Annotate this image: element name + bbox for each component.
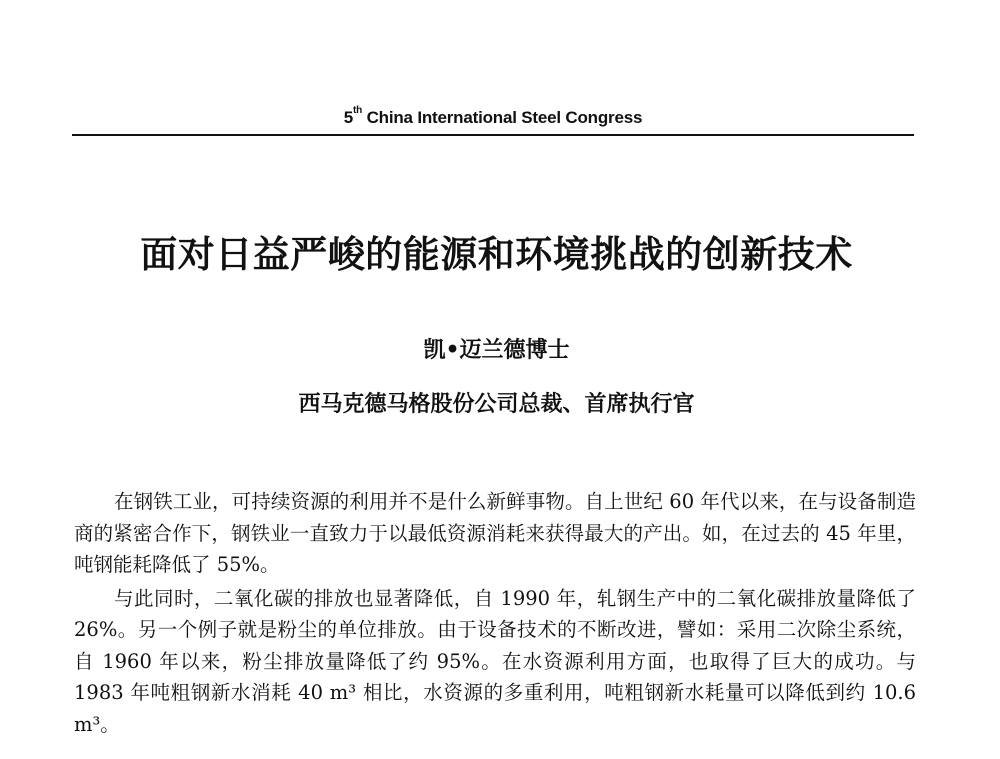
conference-number: 5 — [343, 108, 354, 127]
author-affiliation: 西马克德马格股份公司总裁、首席执行官 — [298, 391, 695, 417]
header-divider — [72, 134, 914, 136]
paper-title: 面对日益严峻的能源和环境挑战的创新技术 — [140, 233, 853, 276]
body-paragraph: 在钢铁工业，可持续资源的利用并不是什么新鲜事物。自上世纪 60 年代以来，在与设备制造商的紧密合作下，钢铁业一直致力于以最低资源消耗来获得最大的产出。如，在过去的 45 年里，吨钢能耗降低了 55%。 — [74, 490, 916, 576]
paper-body — [74, 486, 916, 742]
body-paragraph: 与此同时，二氧化碳的排放也显著降低，自 1990 年，轧钢生产中的二氧化碳排放量降低了 26%。另一个例子就是粉尘的单位排放。由于设备技术的不断改进，譬如：采用二次除尘系统，自 1960 年以来，粉尘排放量降低了约 95%。在水资源利用方面，也取得了巨大的成功。与 1983 年吨粗钢新水消耗 40 m³ 相比，水资源的多重利用，吨粗钢新水耗量可以降低到约 10.6 m³。 — [74, 586, 916, 736]
conference-name: China International Steel Congress — [362, 108, 643, 127]
conference-header — [72, 105, 914, 128]
conference-number-suffix: th — [353, 105, 363, 116]
paper-author: 凯•迈兰德博士 — [423, 337, 570, 363]
